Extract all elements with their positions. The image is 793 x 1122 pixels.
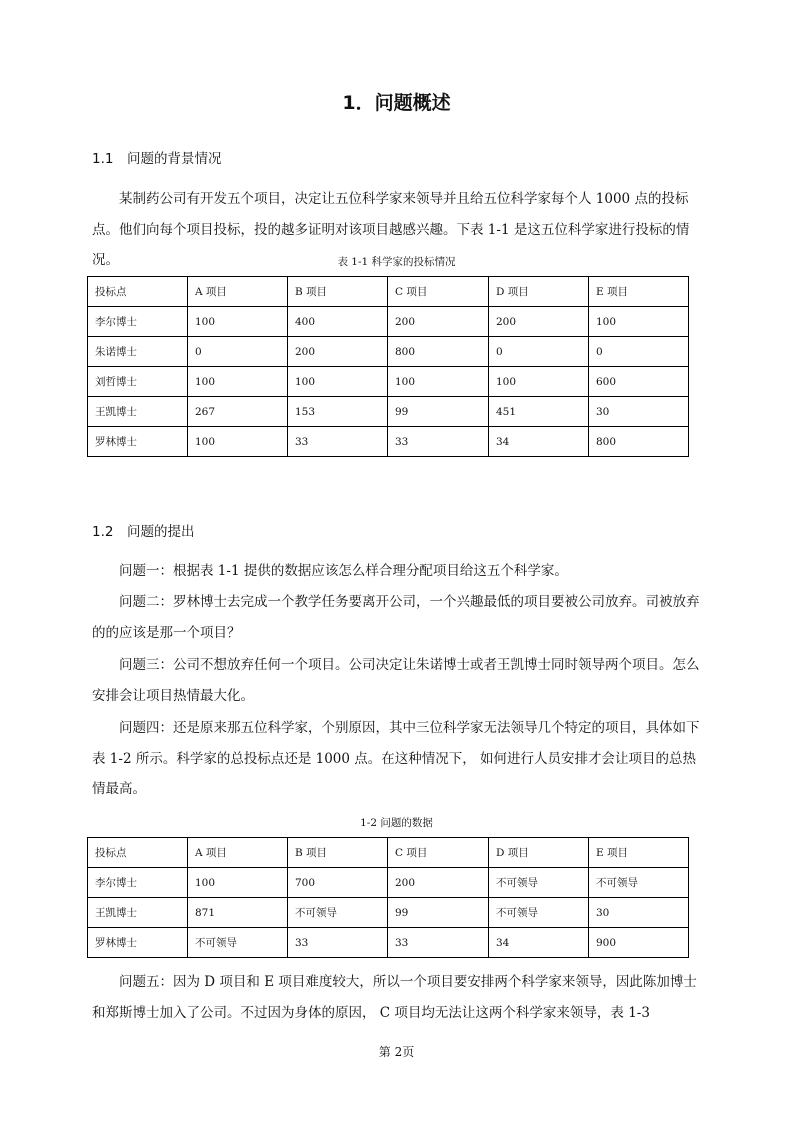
table-cell: 0 <box>188 337 288 367</box>
table1 <box>87 276 689 457</box>
table-cell: 871 <box>188 898 288 928</box>
table-cell: 33 <box>288 427 388 457</box>
table-cell: 罗林博士 <box>88 928 188 958</box>
table-cell: 400 <box>288 307 388 337</box>
table-cell: 不可领导 <box>489 868 589 898</box>
table-cell: 100 <box>288 367 388 397</box>
table-header-cell: 投标点 <box>88 277 188 307</box>
table-header-cell: B 项目 <box>288 838 388 868</box>
table-cell: 200 <box>388 307 489 337</box>
table-cell: 100 <box>188 307 288 337</box>
paragraph-question-5: 问题五：因为 D 项目和 E 项目难度较大，所以一个项目要安排两个科学家来领导，因此陈加博士和郑斯博士加入了公司。不过因为身体的原因， C 项目均无法让这两个科学家来领导，表 1-3 <box>92 974 697 1021</box>
table-header-row <box>88 838 689 868</box>
table-cell: 33 <box>388 427 489 457</box>
table-cell: 34 <box>489 427 589 457</box>
table-cell: 30 <box>589 397 689 427</box>
table-cell: 900 <box>589 928 689 958</box>
table2 <box>87 837 689 958</box>
table-cell: 99 <box>388 898 489 928</box>
table-cell: 100 <box>388 367 489 397</box>
table-cell: 34 <box>489 928 589 958</box>
page-number: 第 2页 <box>378 1045 415 1059</box>
table-cell: 200 <box>489 307 589 337</box>
table-header-cell: 投标点 <box>88 838 188 868</box>
table-cell: 200 <box>288 337 388 367</box>
table-cell: 100 <box>188 868 288 898</box>
table-cell: 451 <box>489 397 589 427</box>
table-cell: 100 <box>489 367 589 397</box>
table-cell: 200 <box>388 868 489 898</box>
table-cell: 600 <box>589 367 689 397</box>
table-header-row <box>88 277 689 307</box>
table-header-cell: A 项目 <box>188 838 288 868</box>
table-cell: 罗林博士 <box>88 427 188 457</box>
table-cell: 99 <box>388 397 489 427</box>
table-row <box>88 367 689 397</box>
table-cell: 不可领导 <box>489 898 589 928</box>
paragraph-background: 某制药公司有开发五个项目，决定让五位科学家来领导并且给五位科学家每个人 1000 点的投标点。他们向每个项目投标，投的越多证明对该项目越感兴趣。下表 1-1 是这五位科学家进行投标的情况。 <box>92 191 690 268</box>
table-cell: 33 <box>388 928 489 958</box>
table-row <box>88 397 689 427</box>
paragraph-question-1: 问题一：根据表 1-1 提供的数据应该怎么样合理分配项目给这五个科学家。 <box>119 563 568 579</box>
table-cell: 不可领导 <box>188 928 288 958</box>
table-cell: 王凯博士 <box>88 397 188 427</box>
table-row <box>88 868 689 898</box>
table-cell: 30 <box>589 898 689 928</box>
table-row <box>88 928 689 958</box>
table-header-cell: D 项目 <box>489 838 589 868</box>
paragraph-question-2: 问题二：罗林博士去完成一个教学任务要离开公司，一个兴趣最低的项目要被公司放弃。司被放弃的的应该是那一个项目？ <box>92 594 700 641</box>
table-row <box>88 898 689 928</box>
table-cell: 0 <box>589 337 689 367</box>
table1-caption: 表 1-1 科学家的投标情况 <box>337 256 456 268</box>
section-heading-problems: 1.2 问题的提出 <box>92 524 195 540</box>
table-cell: 100 <box>188 427 288 457</box>
page-title: 1．问题概述 <box>342 92 451 114</box>
table-cell: 100 <box>589 307 689 337</box>
table-row <box>88 307 689 337</box>
table-cell: 朱诺博士 <box>88 337 188 367</box>
table-cell: 李尔博士 <box>88 868 188 898</box>
table-header-cell: C 项目 <box>388 277 489 307</box>
table-cell: 不可领导 <box>589 868 689 898</box>
section-heading-background: 1.1 问题的背景情况 <box>92 151 222 167</box>
paragraph-question-3: 问题三：公司不想放弃任何一个项目。公司决定让朱诺博士或者王凯博士同时领导两个项目。怎么安排会让项目热情最大化。 <box>92 657 700 704</box>
table-cell: 33 <box>288 928 388 958</box>
table-header-cell: E 项目 <box>589 838 689 868</box>
table-header-cell: D 项目 <box>489 277 589 307</box>
table-cell: 153 <box>288 397 388 427</box>
table2-caption: 1-2 问题的数据 <box>360 817 433 829</box>
table-row <box>88 427 689 457</box>
table-cell: 不可领导 <box>288 898 388 928</box>
table-cell: 刘哲博士 <box>88 367 188 397</box>
paragraph-question-4: 问题四：还是原来那五位科学家，个别原因，其中三位科学家无法领导几个特定的项目，具体如下表 1-2 所示。科学家的总投标点还是 1000 点。在这种情况下， 如何进行人员安排才会让项目的总热情最高。 <box>92 720 700 797</box>
table-row <box>88 337 689 367</box>
table-header-cell: E 项目 <box>589 277 689 307</box>
table-header-cell: B 项目 <box>288 277 388 307</box>
table-cell: 李尔博士 <box>88 307 188 337</box>
table-cell: 800 <box>589 427 689 457</box>
table-cell: 800 <box>388 337 489 367</box>
table-cell: 100 <box>188 367 288 397</box>
table-cell: 0 <box>489 337 589 367</box>
table-header-cell: A 项目 <box>188 277 288 307</box>
table-cell: 王凯博士 <box>88 898 188 928</box>
table-cell: 267 <box>188 397 288 427</box>
table-cell: 700 <box>288 868 388 898</box>
table-header-cell: C 项目 <box>388 838 489 868</box>
